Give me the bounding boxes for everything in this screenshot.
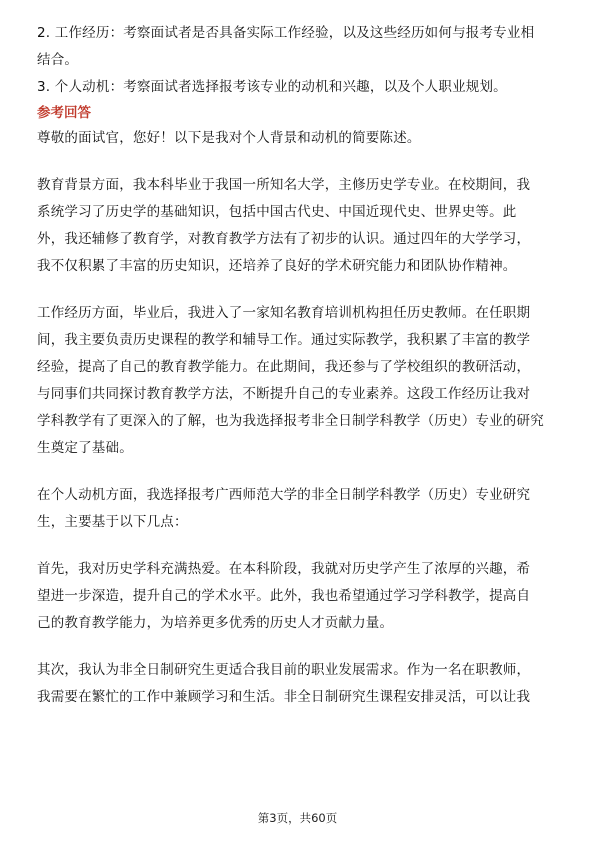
- text-line: 系统学习了历史学的基础知识，包括中国古代史、中国近现代史、世界史等。此: [37, 204, 517, 220]
- paragraph-first-reason: [37, 556, 557, 637]
- text-line: 我需要在繁忙的工作中兼顾学习和生活。非全日制研究生课程安排灵活，可以让我: [37, 689, 531, 705]
- text-line: 在个人动机方面，我选择报考广西师范大学的非全日制学科教学（历史）专业研究: [37, 487, 531, 503]
- text-line: 我不仅积累了丰富的历史知识，还培养了良好的学术研究能力和团队协作精神。: [37, 258, 517, 274]
- question-item: [37, 20, 557, 74]
- text-line: 工作经历方面，毕业后，我进入了一家知名教育培训机构担任历史教师。在任职期: [37, 305, 531, 321]
- paragraph-gap: [37, 637, 557, 657]
- paragraph-motivation: [37, 482, 557, 536]
- answer-intro: 尊敬的面试官，您好！以下是我对个人背景和动机的简要陈述。: [37, 130, 421, 146]
- text-line: 己的教育教学能力，为培养更多优秀的历史人才贡献力量。: [37, 615, 394, 631]
- text-line: 其次，我认为非全日制研究生更适合我目前的职业发展需求。作为一名在职教师，: [37, 662, 531, 678]
- paragraph-work: [37, 300, 557, 462]
- paragraph-second-reason: [37, 657, 557, 711]
- text-line: 学科教学有了更深入的了解，也为我选择报考非全日制学科教学（历史）专业的研究: [37, 413, 544, 429]
- text-line: 结合。: [37, 52, 79, 68]
- text-line: 生，主要基于以下几点：: [37, 514, 188, 530]
- text-line: 望进一步深造，提升自己的学术水平。此外，我也希望通过学习学科教学，提高自: [37, 588, 531, 604]
- text-line: 与同事们共同探讨教育教学方法，不断提升自己的专业素养。这段工作经历让我对: [37, 386, 531, 402]
- paragraph-gap: [37, 536, 557, 556]
- answer-heading: 参考回答: [37, 105, 91, 121]
- question-item: [37, 74, 557, 101]
- text-line: 2. 工作经历：考察面试者是否具备实际工作经验，以及这些经历如何与报考专业相: [37, 25, 535, 41]
- text-line: 间，我主要负责历史课程的教学和辅导工作。通过实际教学，我积累了丰富的教学: [37, 332, 531, 348]
- paragraph-gap: [37, 462, 557, 482]
- text-line: 外，我还辅修了教育学，对教育教学方法有了初步的认识。通过四年的大学学习，: [37, 231, 531, 247]
- text-line: 教育背景方面，我本科毕业于我国一所知名大学，主修历史学专业。在校期间，我: [37, 177, 531, 193]
- paragraph-education: [37, 172, 557, 280]
- text-line: 生奠定了基础。: [37, 440, 133, 456]
- text-line: 经验，提高了自己的教育教学能力。在此期间，我还参与了学校组织的教研活动，: [37, 359, 531, 375]
- text-line: 首先，我对历史学科充满热爱。在本科阶段，我就对历史学产生了浓厚的兴趣，希: [37, 561, 531, 577]
- paragraph-gap: [37, 152, 557, 172]
- text-line: 3. 个人动机：考察面试者选择报考该专业的动机和兴趣，以及个人职业规划。: [37, 79, 507, 95]
- document-body: [37, 20, 557, 711]
- page-number: 第3页，共60页: [257, 811, 338, 825]
- paragraph-gap: [37, 280, 557, 300]
